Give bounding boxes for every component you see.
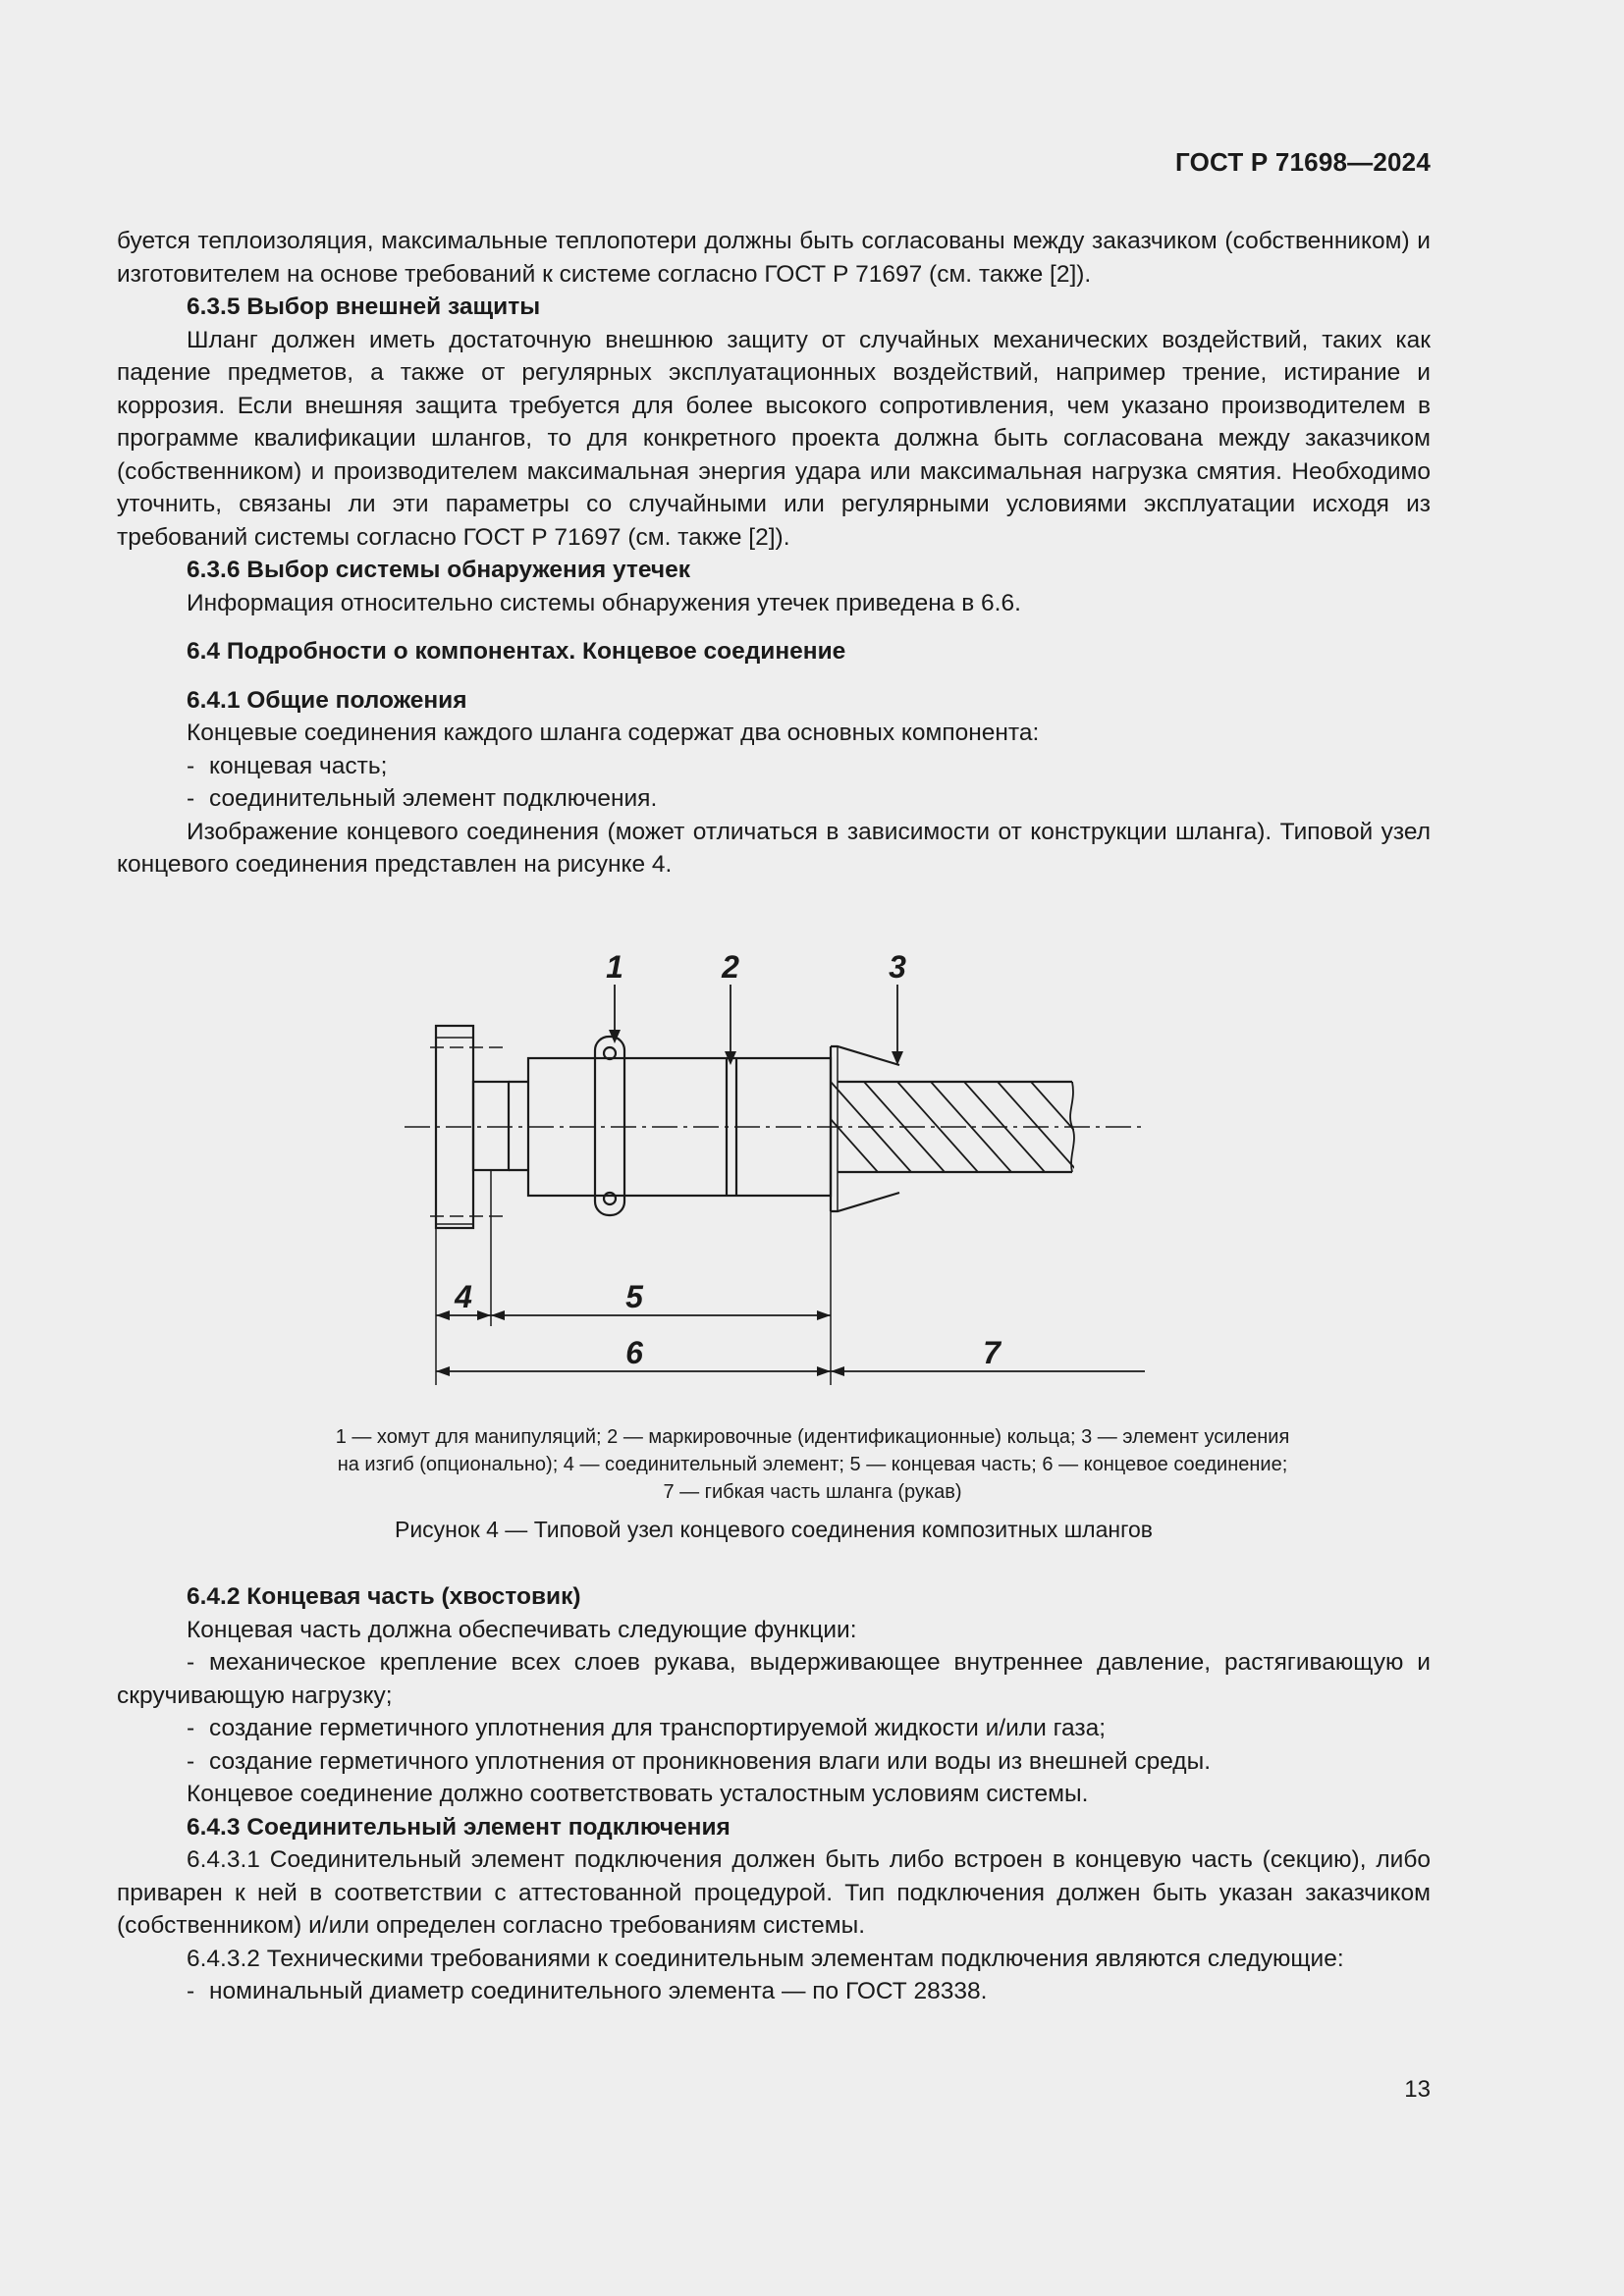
paragraph-6-4-2b: Концевое соединение должно соответствовать усталостным условиям системы.	[187, 1781, 1089, 1807]
document-code: ГОСТ Р 71698—2024	[1175, 147, 1431, 177]
list-item: - создание герметичного уплотнения для транспортируемой жидкости и/или газа;	[187, 1715, 1106, 1741]
figure-title: Рисунок 4 — Типовой узел концевого соединения композитных шлангов	[394, 1517, 1153, 1542]
paragraph-6-4-1b: Изображение концевого соединения (может отличаться в зависимости от конструкции шланга). Типовой узел концевого соединения представлен на рисунке 4.	[117, 818, 1431, 878]
list-item: - соединительный элемент подключения.	[187, 785, 658, 812]
dimension-5: 5	[625, 1279, 643, 1314]
legend-line: 1 — хомут для манипуляций; 2 — маркировочные (идентификационные) кольца; 3 — элемент усиления	[335, 1426, 1290, 1448]
paragraph-6-3-6: Информация относительно системы обнаружения утечек приведена в 6.6.	[187, 589, 1021, 616]
dimension-4: 4	[455, 1279, 472, 1314]
end-fitting-diagram	[373, 945, 1178, 1399]
heading-6-4-3: 6.4.3 Соединительный элемент подключения	[187, 1813, 731, 1841]
paragraph-6-4-2: Концевая часть должна обеспечивать следующие функции:	[187, 1616, 857, 1643]
paragraph-6-4-1: Концевые соединения каждого шланга содержат два основных компонента:	[187, 720, 1040, 746]
paragraph-6-3-5: Шланг должен иметь достаточную внешнюю защиту от случайных механических воздействий, таких как падение предметов, а также от регулярных эксплуатационных воздействий, например трение, истирание и коррозия. Если внешняя защита требуется для более высокого сопротивления, чем указано производителем в программе квалификации шлангов, то для конкретного проекта должна быть согласована между заказчиком (собственником) и производителем максимальная энергия удара или максимальная нагрузка смятия. Необходимо уточнить, связаны ли эти параметры со случайными или регулярными условиями эксплуатации исходя из требований системы согласно ГОСТ Р 71697 (см. также [2]).	[117, 326, 1431, 551]
list-item: - создание герметичного уплотнения от проникновения влаги или воды из внешней среды.	[187, 1747, 1212, 1775]
handling-clamp	[595, 1037, 624, 1215]
callout-3: 3	[889, 949, 906, 985]
heading-6-3-5: 6.3.5 Выбор внешней защиты	[187, 294, 541, 320]
connector-neck	[473, 1082, 509, 1170]
text-section-1	[117, 225, 1431, 881]
heading-6-4-1: 6.4.1 Общие положения	[187, 686, 467, 714]
legend-line: на изгиб (опционально); 4 — соединительный элемент; 5 — концевая часть; 6 — концевое соединение;	[337, 1454, 1288, 1475]
dimension-7: 7	[983, 1335, 1001, 1370]
legend-line: 7 — гибкая часть шланга (рукав)	[663, 1481, 962, 1503]
list-item: - механическое крепление всех слоев рукава, выдерживающее внутреннее давление, растягивающую и скручивающую нагрузку;	[117, 1649, 1431, 1709]
heading-6-4: 6.4 Подробности о компонентах. Концевое соединение	[187, 638, 846, 665]
list-item: - концевая часть;	[187, 752, 388, 779]
list-item: - номинальный диаметр соединительного элемента — по ГОСТ 28338.	[187, 1978, 988, 2004]
heading-6-4-2: 6.4.2 Концевая часть (хвостовик)	[187, 1583, 581, 1610]
callout-2: 2	[722, 949, 739, 985]
heading-6-3-6: 6.3.6 Выбор системы обнаружения утечек	[187, 557, 691, 583]
figure-4-end-fitting-drawing	[373, 945, 1178, 1399]
callout-1: 1	[606, 949, 623, 985]
figure-legend	[177, 1423, 1448, 1506]
dimension-6: 6	[625, 1335, 643, 1370]
page-number: 13	[1404, 2076, 1431, 2103]
paragraph-continued: буется теплоизоляция, максимальные теплопотери должны быть согласованы между заказчиком (собственником) и изготовителем на основе требований к системе согласно ГОСТ Р 71697 (см. также [2]).	[117, 228, 1431, 288]
paragraph-6-4-3-1: 6.4.3.1 Соединительный элемент подключения должен быть либо встроен в концевую часть (секцию), либо приварен к ней в соответствии с аттестованной процедурой. Тип подключения должен быть указан заказчиком (собственником) и/или определен согласно требованиям системы.	[117, 1846, 1431, 1939]
paragraph-6-4-3-2: 6.4.3.2 Техническими требованиями к соединительным элементам подключения являются следующие:	[187, 1945, 1344, 1972]
text-section-2	[117, 1580, 1431, 2008]
